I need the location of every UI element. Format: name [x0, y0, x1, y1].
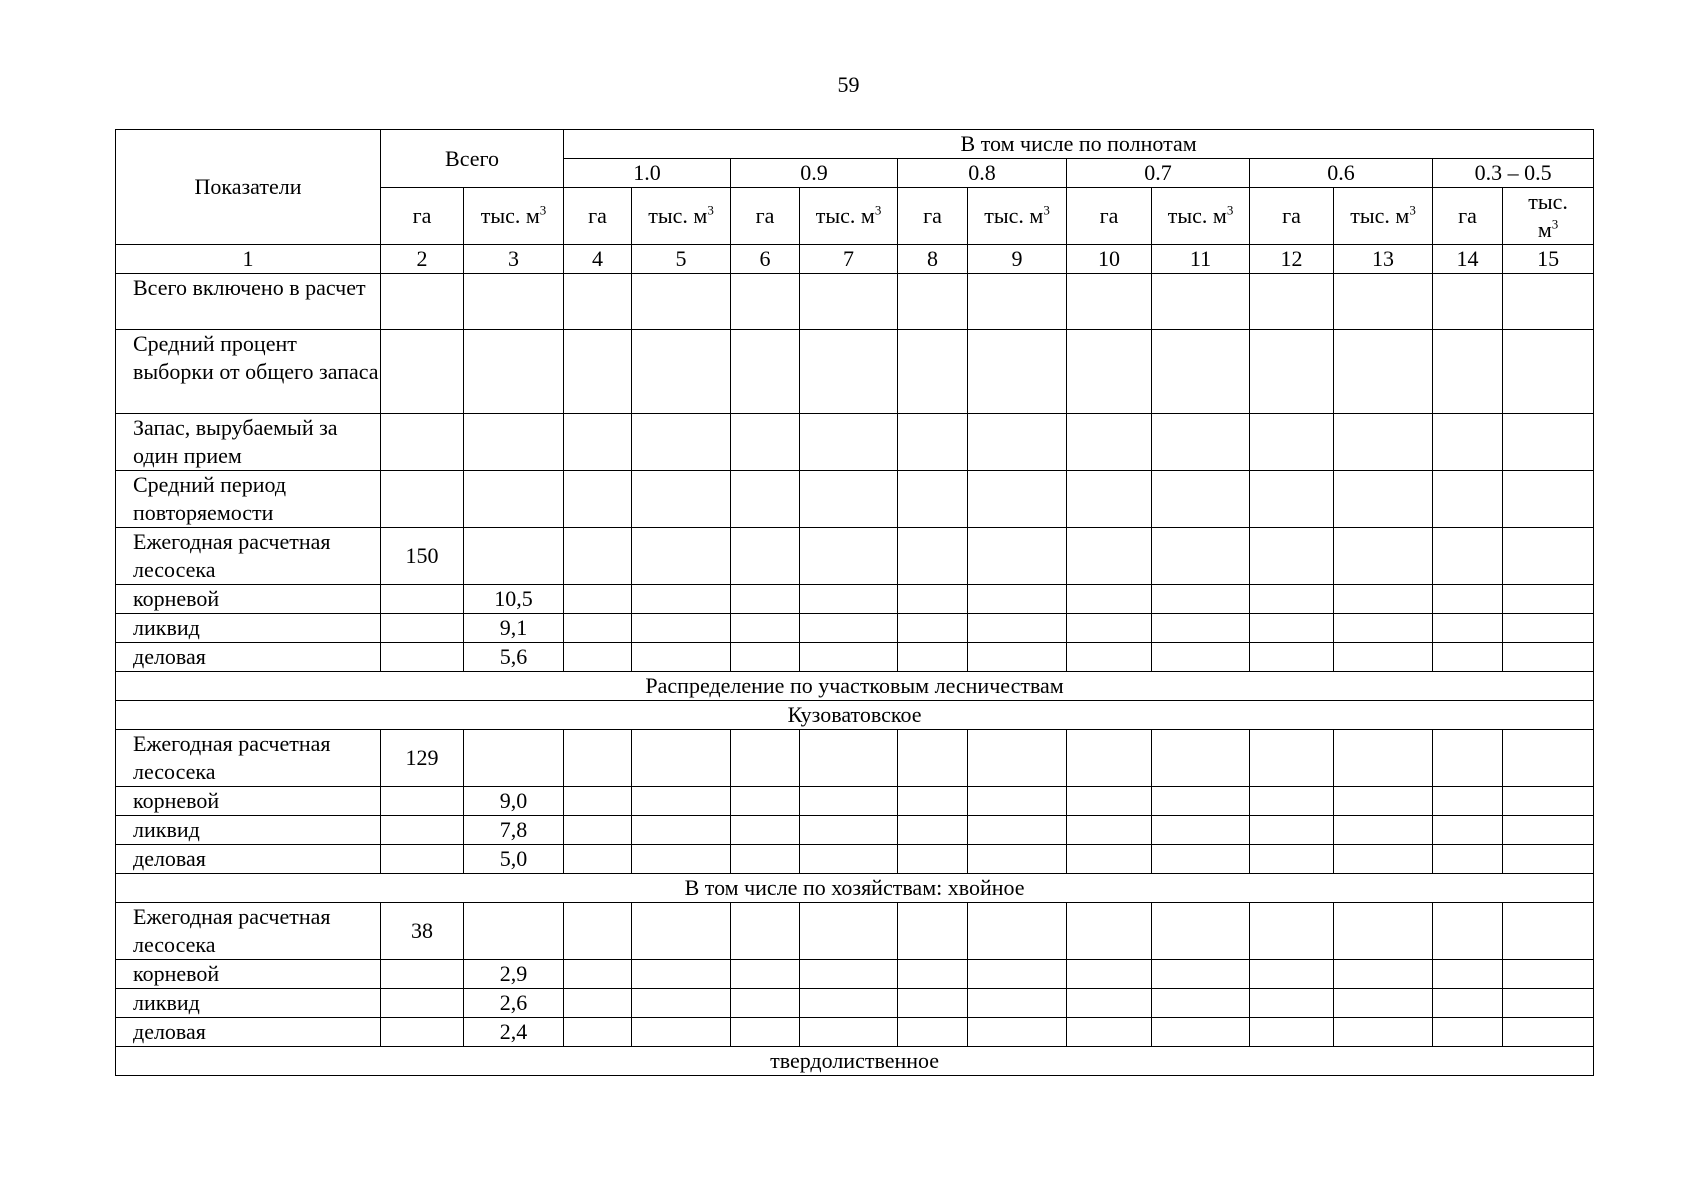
- table-row: [116, 960, 1594, 989]
- cell-volume: 2,9: [464, 960, 564, 989]
- section-heading-row: [116, 672, 1594, 701]
- table-row: [116, 730, 1594, 787]
- cell-ha: [381, 274, 464, 330]
- cell-ha: [381, 787, 464, 816]
- column-number: 1: [116, 245, 381, 274]
- cell-volume: 9,0: [464, 787, 564, 816]
- row-label: корневой: [116, 585, 381, 614]
- cell-ha: 38: [381, 903, 464, 960]
- cell-volume: [464, 730, 564, 787]
- column-number: 6: [731, 245, 800, 274]
- table-row: [116, 471, 1594, 528]
- header-unit-ha: га: [898, 188, 968, 245]
- column-number: 14: [1433, 245, 1503, 274]
- cell-volume: 10,5: [464, 585, 564, 614]
- column-number: 4: [564, 245, 632, 274]
- header-density: 0.3 – 0.5: [1433, 159, 1594, 188]
- cell-volume: 2,6: [464, 989, 564, 1018]
- header-density: 0.8: [898, 159, 1067, 188]
- section-heading-row: [116, 874, 1594, 903]
- cell-ha: [381, 471, 464, 528]
- table-row: [116, 1018, 1594, 1047]
- column-number: 3: [464, 245, 564, 274]
- row-label: Ежегодная расчетная лесосека: [116, 903, 381, 960]
- section-heading-row: [116, 701, 1594, 730]
- row-label: Средний процент выборки от общего запаса: [116, 330, 381, 414]
- table-row: [116, 643, 1594, 672]
- column-number: 5: [632, 245, 731, 274]
- cell-volume: [464, 903, 564, 960]
- header-unit-ha: га: [1250, 188, 1334, 245]
- header-density: 1.0: [564, 159, 731, 188]
- section-heading: Распределение по участковым лесничествам: [116, 672, 1594, 701]
- cell-volume: 5,6: [464, 643, 564, 672]
- column-number: 7: [800, 245, 898, 274]
- cell-volume: 5,0: [464, 845, 564, 874]
- table-row: [116, 330, 1594, 414]
- cell-ha: [381, 816, 464, 845]
- column-number: 13: [1334, 245, 1433, 274]
- section-heading: Кузоватовское: [116, 701, 1594, 730]
- table-row: [116, 816, 1594, 845]
- cell-volume: [464, 274, 564, 330]
- header-unit-volume: тыс. $м^3$: [800, 188, 898, 245]
- cell-ha: [381, 414, 464, 471]
- header-density: 0.7: [1067, 159, 1250, 188]
- column-number: 10: [1067, 245, 1152, 274]
- cell-volume: 2,4: [464, 1018, 564, 1047]
- table-row: [116, 787, 1594, 816]
- section-heading-row: [116, 1047, 1594, 1076]
- cell-ha: [381, 960, 464, 989]
- cell-ha: [381, 643, 464, 672]
- row-label: деловая: [116, 1018, 381, 1047]
- row-label: корневой: [116, 960, 381, 989]
- header-unit-volume: тыс. $м^3$: [464, 188, 564, 245]
- header-density: 0.9: [731, 159, 898, 188]
- cell-volume: 7,8: [464, 816, 564, 845]
- row-label: деловая: [116, 643, 381, 672]
- row-label: ликвид: [116, 989, 381, 1018]
- header-total: Всего: [381, 130, 564, 188]
- table-row: [116, 274, 1594, 330]
- table-row: [116, 614, 1594, 643]
- row-label: Запас, вырубаемый за один прием: [116, 414, 381, 471]
- header-including-by-density: В том числе по полнотам: [564, 130, 1594, 159]
- table-row: [116, 903, 1594, 960]
- page-number: 59: [837, 72, 860, 97]
- table-row: [116, 845, 1594, 874]
- cell-ha: [381, 989, 464, 1018]
- header-unit-ha: га: [731, 188, 800, 245]
- cell-volume: [464, 414, 564, 471]
- header-indicators: Показатели: [116, 130, 381, 245]
- header-unit-ha: га: [1433, 188, 1503, 245]
- row-label: Всего включено в расчет: [116, 274, 381, 330]
- cell-ha: [381, 614, 464, 643]
- row-label: деловая: [116, 845, 381, 874]
- table-row: [116, 585, 1594, 614]
- header-unit-volume: тыс. $м^3$: [968, 188, 1067, 245]
- header-unit-volume: тыс. $м^3$: [632, 188, 731, 245]
- header-unit-ha: га: [381, 188, 464, 245]
- row-label: ликвид: [116, 614, 381, 643]
- cell-ha: 150: [381, 528, 464, 585]
- row-label: Ежегодная расчетная лесосека: [116, 730, 381, 787]
- cell-ha: [381, 845, 464, 874]
- row-label: корневой: [116, 787, 381, 816]
- header-unit-ha: га: [564, 188, 632, 245]
- header-unit-ha: га: [1067, 188, 1152, 245]
- header-unit-volume: тыс. $м^3$: [1152, 188, 1250, 245]
- header-density: 0.6: [1250, 159, 1433, 188]
- table-body: [116, 274, 1594, 1076]
- cell-ha: [381, 1018, 464, 1047]
- cell-volume: [464, 471, 564, 528]
- cell-volume: [464, 528, 564, 585]
- table-row: [116, 414, 1594, 471]
- column-numbers-row: [116, 245, 1594, 274]
- row-label: Средний период повторяемости: [116, 471, 381, 528]
- column-number: 9: [968, 245, 1067, 274]
- section-heading: твердолиственное: [116, 1047, 1594, 1076]
- table-row: [116, 989, 1594, 1018]
- column-number: 12: [1250, 245, 1334, 274]
- cell-ha: 129: [381, 730, 464, 787]
- allowable-cut-table: [115, 129, 1594, 1076]
- cell-volume: [464, 330, 564, 414]
- table-header: [116, 130, 1594, 274]
- header-unit-volume-wrapped: тыс. $м^3$: [1503, 188, 1594, 245]
- row-label: ликвид: [116, 816, 381, 845]
- cell-volume: 9,1: [464, 614, 564, 643]
- header-unit-volume: тыс. $м^3$: [1334, 188, 1433, 245]
- column-number: 15: [1503, 245, 1594, 274]
- cell-ha: [381, 330, 464, 414]
- column-number: 8: [898, 245, 968, 274]
- section-heading: В том числе по хозяйствам: хвойное: [116, 874, 1594, 903]
- column-number: 2: [381, 245, 464, 274]
- column-number: 11: [1152, 245, 1250, 274]
- table-row: [116, 528, 1594, 585]
- cell-ha: [381, 585, 464, 614]
- row-label: Ежегодная расчетная лесосека: [116, 528, 381, 585]
